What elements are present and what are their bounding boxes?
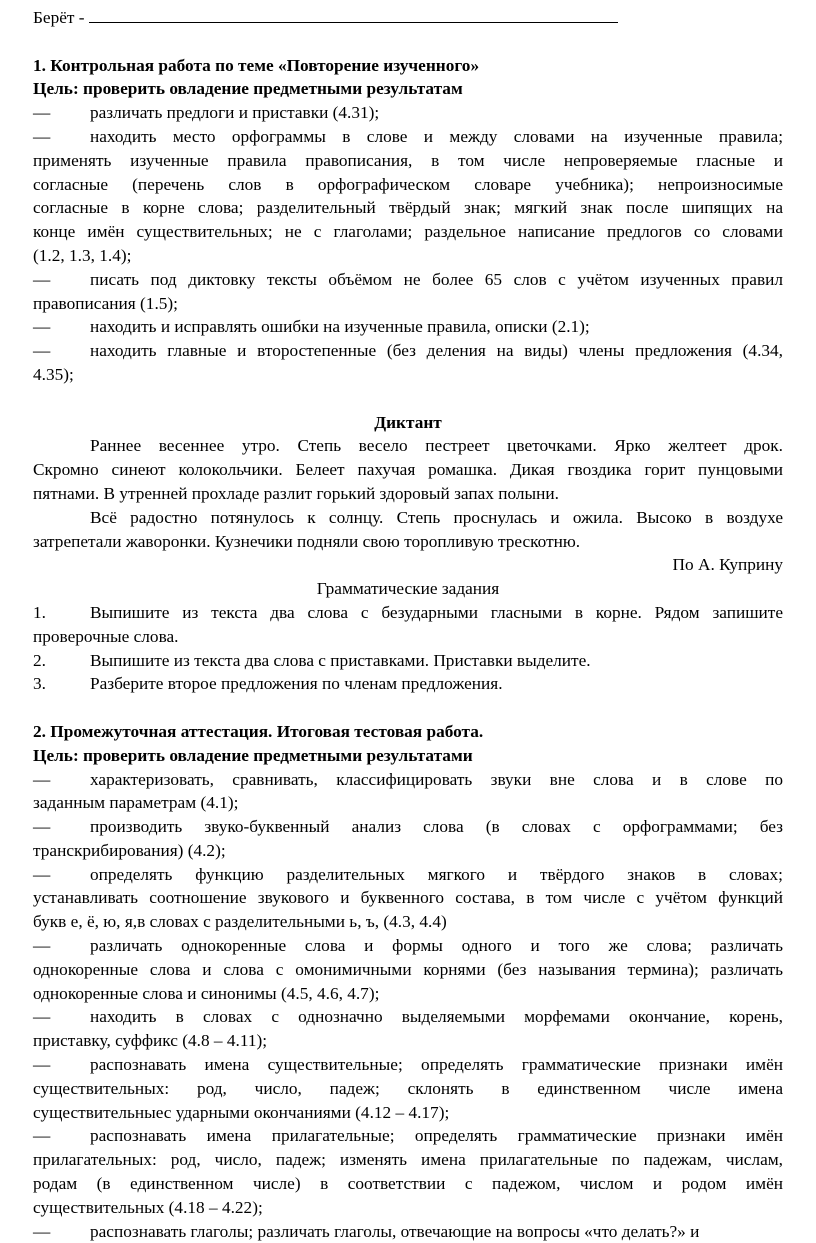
objective-first-line [33, 1220, 783, 1243]
objective-text: распознавать глаголы; различать глаголы, отвечающие на вопросы «что делать?» и [90, 1222, 699, 1241]
objective-item [33, 339, 783, 387]
objective-first-line [33, 1124, 783, 1148]
objective-text: находить место орфограммы в слове и между словами на изученные правила; [90, 127, 783, 146]
dash-marker: — [33, 934, 90, 958]
dictation-author: По А. Куприну [33, 553, 783, 577]
objective-item [33, 863, 783, 934]
grammar-task-first-line [33, 649, 783, 673]
section2-items [33, 768, 783, 1243]
dictation-line: Скромно синеют колокольчики. Белеет пахучая ромашка. Дикая гвоздика горит пунцовыми [33, 458, 783, 482]
task-number: 2. [33, 649, 90, 673]
dash-marker: — [33, 315, 90, 339]
task-text: Выпишите из текста два слова с безударными гласными в корне. Рядом запишите [90, 603, 783, 622]
task-text: Выпишите из текста два слова с приставками. Приставки выделите. [90, 651, 591, 670]
dictation-line: Всё радостно потянулось к солнцу. Степь проснулась и ожила. Высоко в воздухе [33, 506, 783, 530]
dash-marker: — [33, 1053, 90, 1077]
objective-line: согласные в корне слова; разделительный твёрдый знак; мягкий знак после шипящих на [33, 196, 783, 220]
beret-line [33, 6, 783, 30]
objective-line: транскрибирования) (4.2); [33, 839, 783, 863]
objective-line: применять изученные правила правописания, в том числе непроверяемые гласные и [33, 149, 783, 173]
objective-text: распознавать имена существительные; определять грамматические признаки имён [90, 1055, 783, 1074]
dictation-line: затрепетали жаворонки. Кузнечики подняли свою торопливую трескотню. [33, 530, 783, 554]
objective-first-line [33, 1053, 783, 1077]
name-blank-line [89, 8, 618, 23]
objective-text: находить и исправлять ошибки на изученные правила, описки (2.1); [90, 317, 590, 336]
section2-title: 2. Промежуточная аттестация. Итоговая тестовая работа. [33, 720, 783, 744]
objective-item [33, 1124, 783, 1219]
objective-line: правописания (1.5); [33, 292, 783, 316]
dictation-title: Диктант [33, 411, 783, 435]
task-line: проверочные слова. [33, 625, 783, 649]
objective-item [33, 268, 783, 316]
objective-line: существительных: род, число, падеж; склонять в единственном числе имена [33, 1077, 783, 1101]
grammar-task-first-line [33, 672, 783, 696]
objective-item [33, 815, 783, 863]
grammar-title: Грамматические задания [33, 577, 783, 601]
objective-first-line [33, 101, 783, 125]
objective-line: 4.35); [33, 363, 783, 387]
objective-item [33, 315, 783, 339]
objective-first-line [33, 268, 783, 292]
dash-marker: — [33, 768, 90, 792]
dash-marker: — [33, 1220, 90, 1243]
objective-first-line [33, 339, 783, 363]
objective-line: (1.2, 1.3, 1.4); [33, 244, 783, 268]
objective-line: существительных (4.18 – 4.22); [33, 1196, 783, 1220]
dash-marker: — [33, 101, 90, 125]
dash-marker: — [33, 815, 90, 839]
dash-marker: — [33, 1005, 90, 1029]
objective-line: приставку, суффикс (4.8 – 4.11); [33, 1029, 783, 1053]
objective-line: родам (в единственном числе) в соответствии с падежом, числом и родом имён [33, 1172, 783, 1196]
grammar-task [33, 672, 783, 696]
section2-goal: Цель: проверить овладение предметными результатами [33, 744, 783, 768]
dash-marker: — [33, 268, 90, 292]
objective-line: заданным параметрам (4.1); [33, 791, 783, 815]
section1-title: 1. Контрольная работа по теме «Повторение изученного» [33, 54, 783, 78]
dash-marker: — [33, 339, 90, 363]
objective-first-line [33, 315, 783, 339]
section1-goal: Цель: проверить овладение предметными результатам [33, 77, 783, 101]
objective-text: распознавать имена прилагательные; определять грамматические признаки имён [90, 1126, 783, 1145]
task-text: Разберите второе предложения по членам предложения. [90, 674, 503, 693]
dictation-line: Раннее весеннее утро. Степь весело пестреет цветочками. Ярко желтеет дрок. [33, 434, 783, 458]
objective-line: конце имён существительных; не с глаголами; раздельное написание предлогов со словами [33, 220, 783, 244]
beret-label: Берёт - [33, 8, 85, 27]
objective-line: букв е, ё, ю, я,в словах с разделительными ь, ъ, (4.3, 4.4) [33, 910, 783, 934]
objective-item [33, 1053, 783, 1124]
objective-item [33, 1005, 783, 1053]
objective-first-line [33, 863, 783, 887]
objective-line: устанавливать соотношение звукового и буквенного состава, в том числе с учётом функций [33, 886, 783, 910]
objective-first-line [33, 815, 783, 839]
objective-item [33, 934, 783, 1005]
objective-item [33, 768, 783, 816]
dash-marker: — [33, 863, 90, 887]
objective-item [33, 101, 783, 125]
objective-first-line [33, 768, 783, 792]
objective-line: прилагательных: род, число, падеж; изменять имена прилагательные по падежам, числам, [33, 1148, 783, 1172]
objective-text: писать под диктовку тексты объёмом не более 65 слов с учётом изученных правил [90, 270, 783, 289]
objective-text: различать однокоренные слова и формы одного и того же слова; различать [90, 936, 783, 955]
dictation-line: пятнами. В утренней прохладе разлит горький здоровый запах полыни. [33, 482, 783, 506]
objective-text: находить в словах с однозначно выделяемыми морфемами окончание, корень, [90, 1007, 783, 1026]
objective-first-line [33, 1005, 783, 1029]
objective-line: однокоренные слова и слова с омонимичными корнями (без называния термина); различать [33, 958, 783, 982]
task-number: 3. [33, 672, 90, 696]
grammar-task [33, 601, 783, 649]
objective-line: существительныес ударными окончаниями (4.12 – 4.17); [33, 1101, 783, 1125]
dash-marker: — [33, 125, 90, 149]
dictation-text [33, 434, 783, 553]
objective-item [33, 125, 783, 268]
objective-text: находить главные и второстепенные (без деления на виды) члены предложения (4.34, [90, 341, 783, 360]
objective-text: определять функцию разделительных мягкого и твёрдого знаков в словах; [90, 865, 783, 884]
objective-text: характеризовать, сравнивать, классифицировать звуки вне слова и в слове по [90, 770, 783, 789]
objective-text: производить звуко-буквенный анализ слова (в словах с орфограммами; без [90, 817, 783, 836]
objective-line: согласные (перечень слов в орфографическом словаре учебника); непроизносимые [33, 173, 783, 197]
task-number: 1. [33, 601, 90, 625]
objective-line: однокоренные слова и синонимы (4.5, 4.6, 4.7); [33, 982, 783, 1006]
grammar-task-first-line [33, 601, 783, 625]
objective-first-line [33, 934, 783, 958]
objective-text: различать предлоги и приставки (4.31); [90, 103, 379, 122]
objective-first-line [33, 125, 783, 149]
section1-items [33, 101, 783, 387]
grammar-task [33, 649, 783, 673]
objective-item [33, 1220, 783, 1243]
dash-marker: — [33, 1124, 90, 1148]
grammar-tasks [33, 601, 783, 696]
